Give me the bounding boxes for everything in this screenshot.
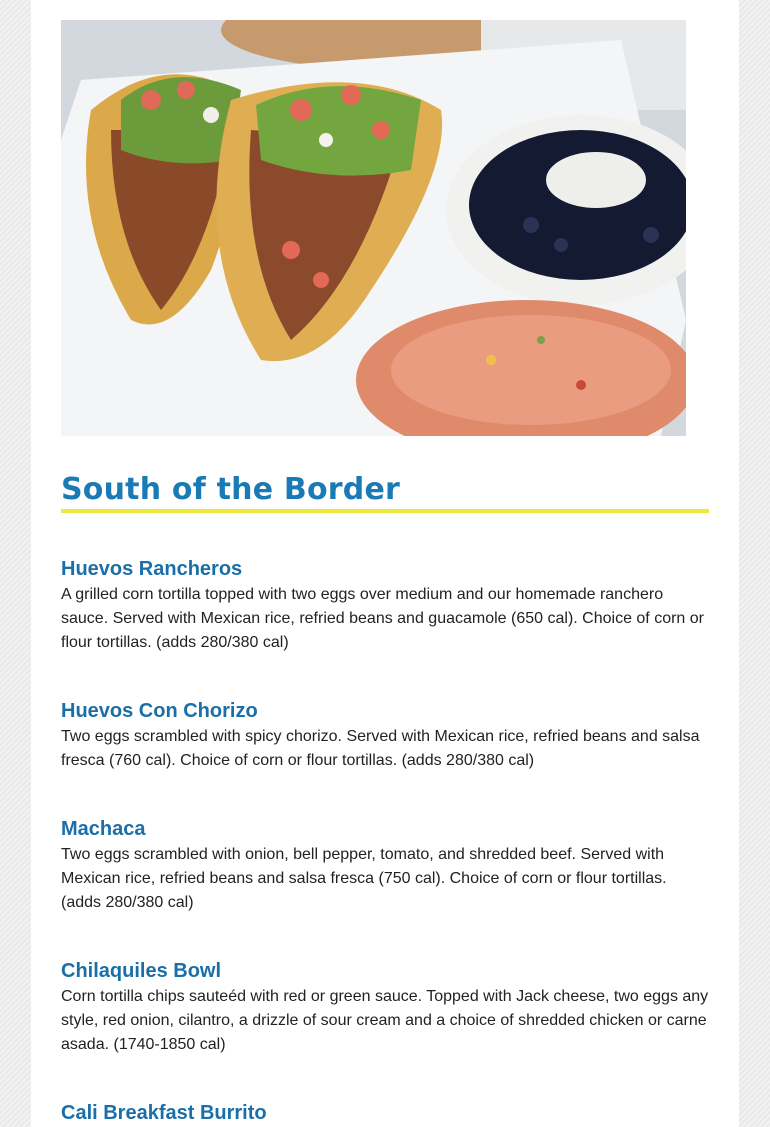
title-underline (61, 509, 709, 513)
menu-item (61, 1101, 709, 1127)
menu-item (61, 959, 709, 1057)
menu-item (61, 557, 709, 655)
menu-item (61, 817, 709, 915)
hero-food-image (61, 20, 686, 436)
menu-item-description: Corn tortilla chips sauteéd with red or green sauce. Topped with Jack cheese, two eggs any style, red onion, cilantro, a drizzle of sour cream and a choice of shredded chicken or carne asada. (1740-1850 cal) (61, 988, 709, 1053)
menu-item-name: Cali Breakfast Burrito (61, 1102, 267, 1124)
menu-item-name: Machaca (61, 818, 146, 840)
tacos-plate-illustration (61, 20, 686, 436)
section-title: South of the Border (61, 472, 401, 507)
menu-item-name: Huevos Con Chorizo (61, 700, 258, 722)
content-panel (31, 0, 739, 1127)
menu-item (61, 699, 709, 773)
menu-item-description: A grilled corn tortilla topped with two eggs over medium and our homemade ranchero sauce. Served with Mexican rice, refried beans and guacamole (650 cal). Choice of corn or flour tortillas. (adds 280/380 cal) (61, 586, 704, 651)
menu-item-name: Chilaquiles Bowl (61, 960, 222, 982)
menu-item-description: Two eggs scrambled with spicy chorizo. Served with Mexican rice, refried beans and salsa fresca (760 cal). Choice of corn or flour tortillas. (adds 280/380 cal) (61, 728, 700, 769)
menu-item-description: Two eggs scrambled with onion, bell pepper, tomato, and shredded beef. Served with Mexican rice, refried beans and salsa fresca (750 cal). Choice of corn or flour tortillas. (adds 280/380 cal) (61, 846, 667, 911)
menu-item-name: Huevos Rancheros (61, 558, 243, 580)
